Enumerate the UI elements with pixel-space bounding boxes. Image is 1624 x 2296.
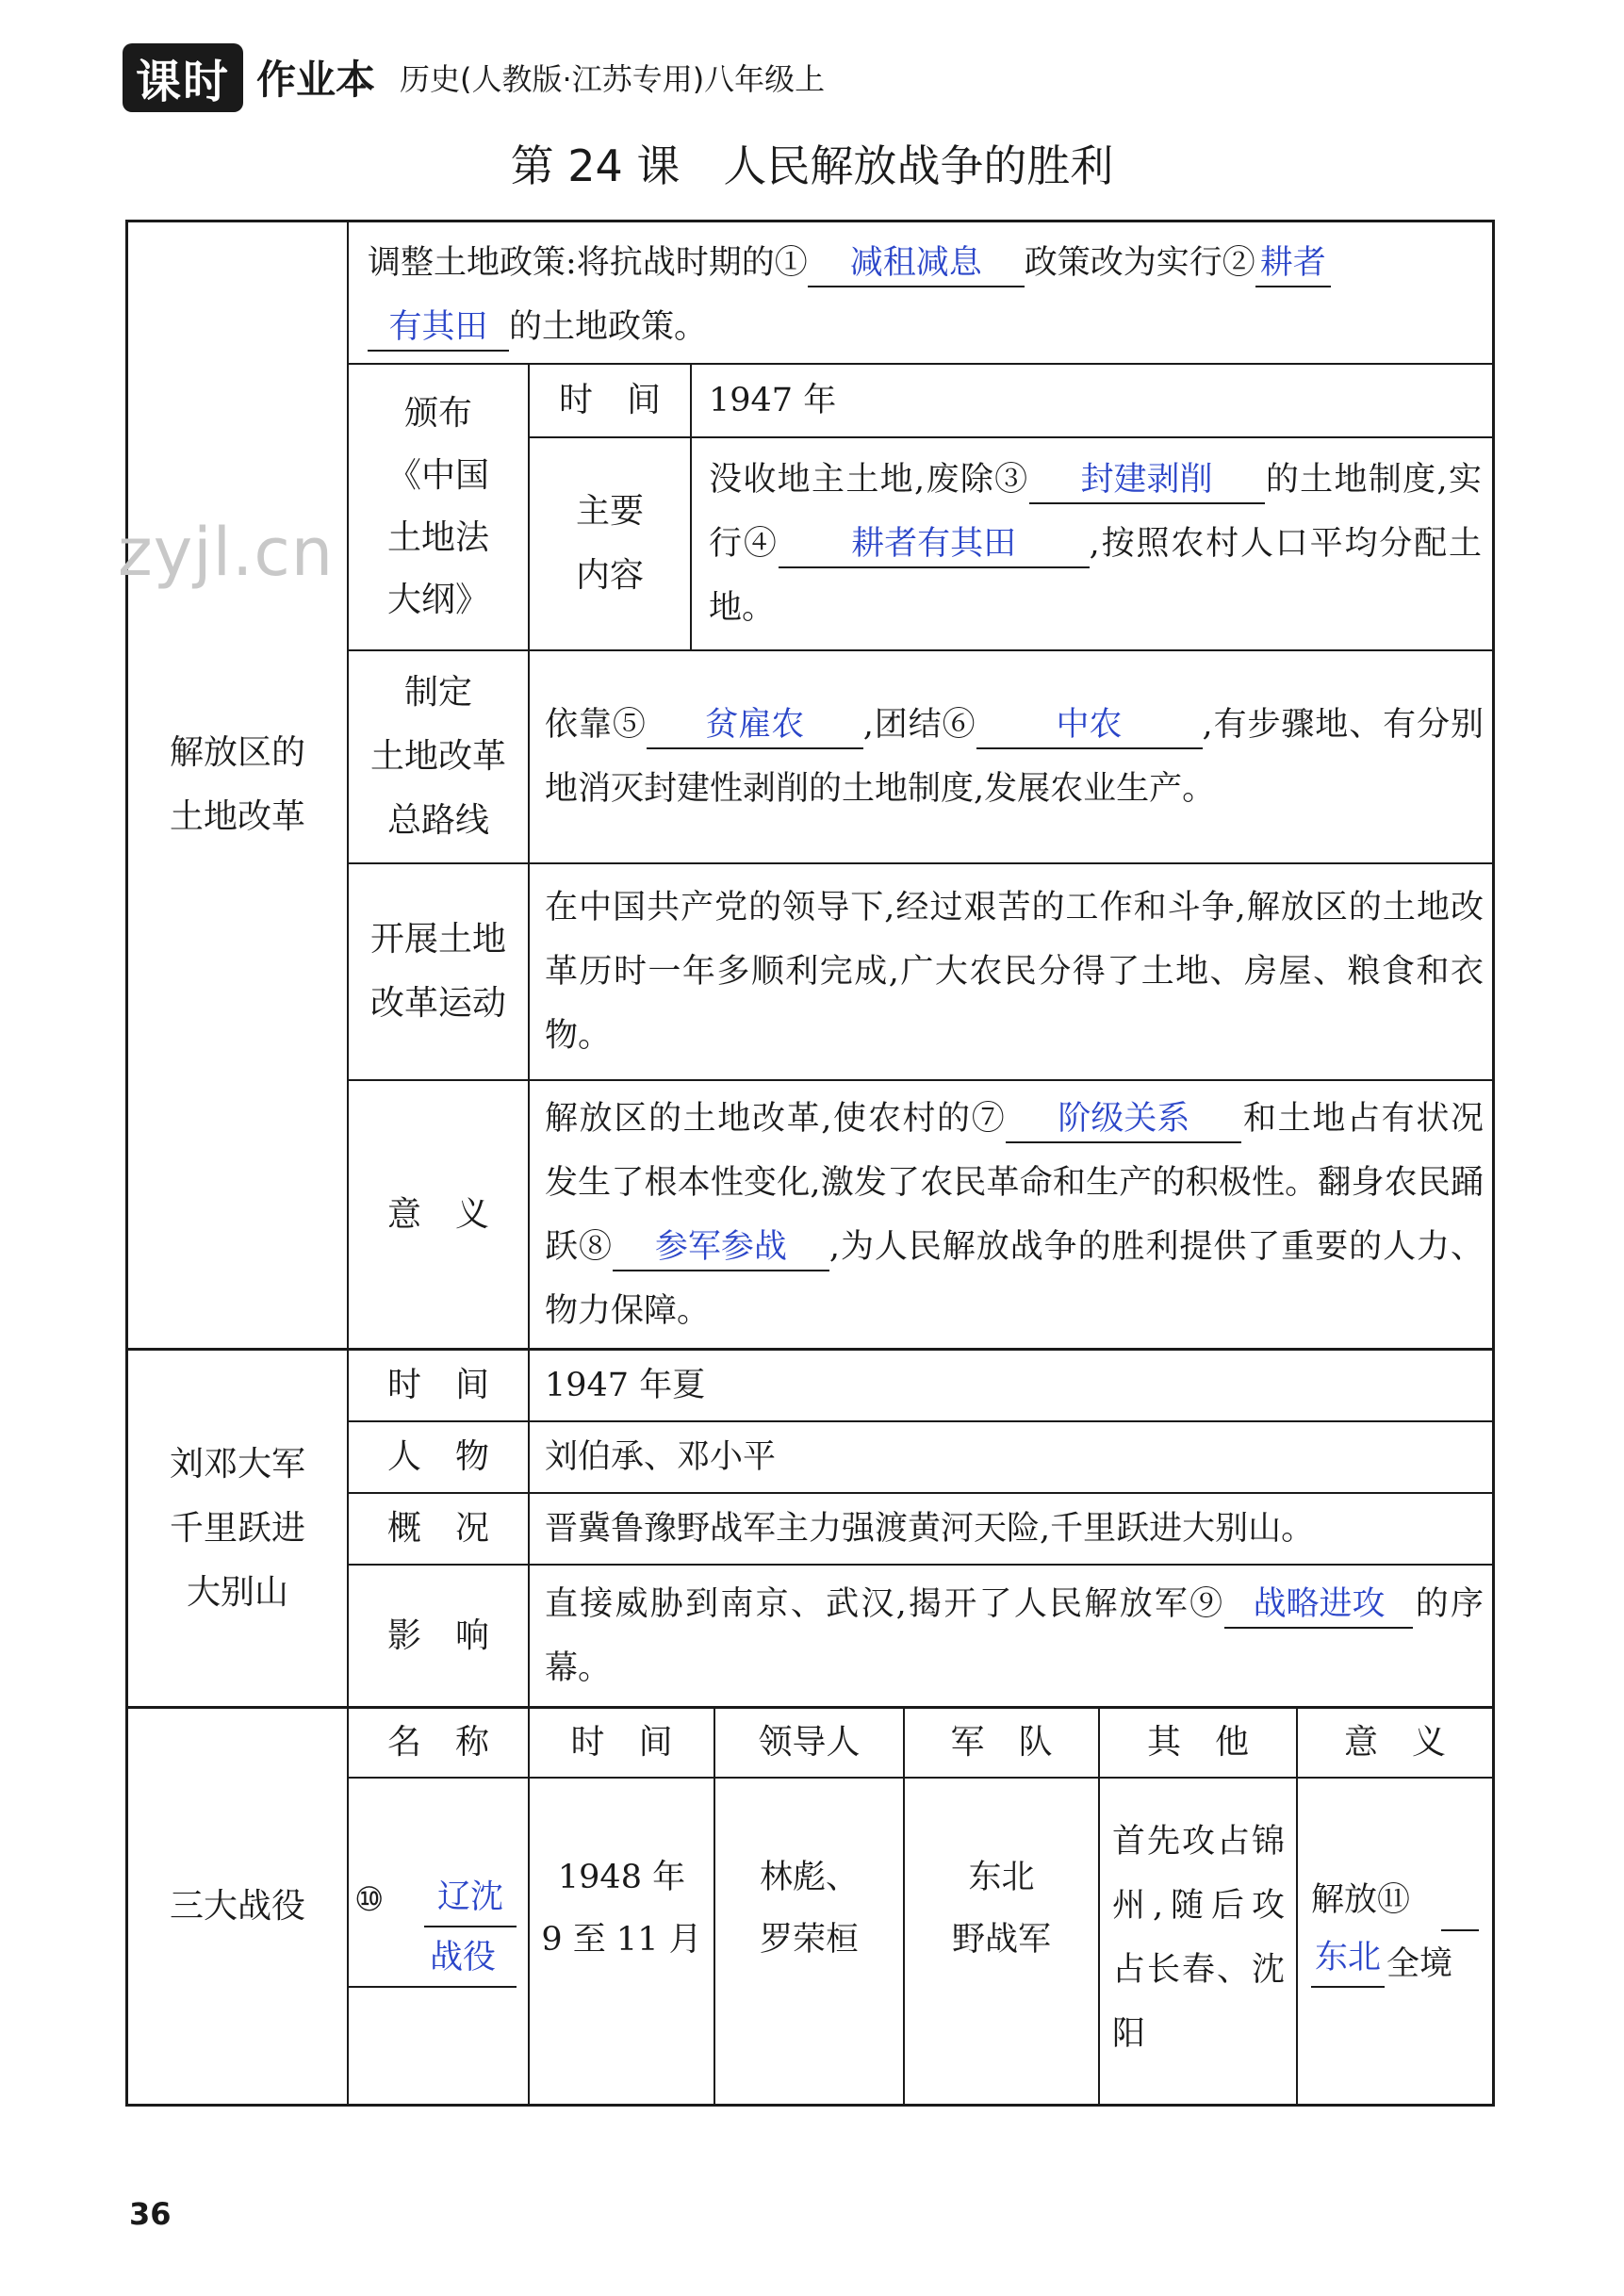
header-name-text: 名 称 xyxy=(386,1723,489,1762)
header-army xyxy=(905,1709,1098,1777)
dabie-time-label-text: 时 间 xyxy=(386,1366,489,1404)
header-army-text: 军 队 xyxy=(950,1723,1053,1762)
header-other xyxy=(1100,1709,1296,1777)
campaign-meaning-cell xyxy=(1298,1779,1492,2104)
answer-8: 参军参战 xyxy=(613,1224,829,1271)
campaign-army-text: 东北 野战军 xyxy=(951,1858,1051,1959)
law-time-label-text: 时 间 xyxy=(558,381,661,419)
page-number: 36 xyxy=(129,2196,172,2232)
law-content-text xyxy=(709,448,1482,646)
answer-1: 减租减息 xyxy=(808,240,1025,287)
page-header xyxy=(123,40,825,115)
answer-9: 战略进攻 xyxy=(1224,1582,1413,1629)
intro-text-post: 的土地政策。 xyxy=(509,308,708,346)
answer-10-number: ⑩ xyxy=(354,1881,385,1919)
law-content-post: ,按照农村人口平均分配土地。 xyxy=(709,525,1482,627)
law-time-value-text: 1947 年 xyxy=(709,382,837,419)
answer-7: 阶级关系 xyxy=(1006,1096,1241,1143)
section-dabie-label-text: 刘邓大军 千里跃进 大别山 xyxy=(169,1444,305,1612)
watermark: zyjl.cn xyxy=(118,514,335,591)
route-mid: ,团结⑥ xyxy=(862,706,976,744)
series-brand: 作业本 xyxy=(256,57,376,103)
dabie-overview-value xyxy=(545,1494,1478,1564)
campaign-leader-cell xyxy=(715,1779,903,2104)
meaning-label xyxy=(349,1081,528,1348)
series-logo: 课时 xyxy=(123,43,243,112)
campaign-time-cell xyxy=(530,1779,714,2104)
column-divider xyxy=(690,363,692,649)
dabie-people-label-text: 人 物 xyxy=(386,1437,489,1476)
impact-post: 的序幕。 xyxy=(545,1584,1484,1687)
dabie-people-label xyxy=(349,1422,528,1492)
movement-label-text: 开展土地 改革运动 xyxy=(369,920,506,1023)
answer-11: 东北 xyxy=(1311,1929,1385,1988)
route-pre: 依靠⑤ xyxy=(545,706,647,744)
header-leader-text: 领导人 xyxy=(758,1723,861,1762)
header-time xyxy=(530,1709,714,1777)
campaign-other-text: 首先攻占锦州,随后攻占长春、沈阳 xyxy=(1112,1823,1288,2053)
law-content-label xyxy=(530,438,690,649)
column-divider xyxy=(528,649,530,1348)
answer-2a: 耕者 xyxy=(1255,240,1331,287)
law-content-label-text: 主要 内容 xyxy=(575,492,644,595)
header-leader xyxy=(715,1709,903,1777)
campaign-time-text: 1948 年 9 至 11 月 xyxy=(541,1858,702,1959)
answer-11-line xyxy=(1441,1882,1479,1931)
meaning-post: ,为人民解放战争的胜利提供了重要的人力、物力保障。 xyxy=(545,1227,1484,1330)
table-border-right xyxy=(1492,220,1495,2107)
law-time-value xyxy=(709,365,1463,436)
intro-text-mid: 政策改为实行② xyxy=(1024,244,1255,282)
meaning-text xyxy=(545,1081,1484,1348)
dabie-impact-label xyxy=(349,1566,528,1706)
answer-6: 中农 xyxy=(976,702,1203,749)
table-border-bottom xyxy=(125,2104,1495,2107)
campaign-other-cell xyxy=(1112,1810,1287,2055)
intro-text-pre: 调整土地政策:将抗战时期的① xyxy=(368,244,808,282)
answer-3: 封建剥削 xyxy=(1029,457,1265,504)
answer-10a: 辽沈 xyxy=(424,1869,517,1927)
header-other-text: 其 他 xyxy=(1146,1723,1249,1762)
dabie-overview-value-text: 晋冀鲁豫野战军主力强渡黄河天险,千里跃进大别山。 xyxy=(545,1510,1315,1548)
section-three-campaigns-label-text: 三大战役 xyxy=(169,1886,305,1926)
campaign-meaning-post: 全境 xyxy=(1386,1945,1453,1983)
answer-2b: 有其田 xyxy=(368,304,509,352)
campaign-name-cell xyxy=(349,1779,528,2104)
subject-label: 历史(人教版·江苏专用)八年级上 xyxy=(400,61,826,97)
meaning-pre: 解放区的土地改革,使农村的⑦ xyxy=(545,1099,1007,1138)
land-law-label xyxy=(349,365,528,649)
law-time-label xyxy=(530,365,690,436)
lesson-title: 第 24 课 人民解放战争的胜利 xyxy=(510,140,1114,191)
land-policy-intro xyxy=(368,231,1480,363)
dabie-impact-text xyxy=(545,1566,1484,1706)
land-law-label-text: 颁布 《中国 土地法 大纲》 xyxy=(386,394,489,619)
route-post: ,有步骤地、有分别地消灭封建性剥削的土地制度,发展农业生产。 xyxy=(545,706,1484,808)
movement-text xyxy=(545,864,1484,1079)
dabie-time-value-text: 1947 年夏 xyxy=(545,1367,706,1404)
law-content-mid: 的土地制度,实行④ xyxy=(709,461,1482,563)
campaign-army-cell xyxy=(905,1779,1098,2104)
section-land-reform-label xyxy=(128,222,347,1348)
dabie-time-value xyxy=(545,1351,1478,1420)
dabie-people-value-text: 刘伯承、邓小平 xyxy=(545,1438,777,1476)
movement-label xyxy=(349,864,528,1079)
answer-4: 耕者有其田 xyxy=(779,521,1090,568)
route-text xyxy=(545,651,1484,862)
answer-10b: 战役 xyxy=(349,1929,517,1988)
dabie-impact-label-text: 影 响 xyxy=(386,1615,489,1655)
meaning-mid: 和土地占有状况发生了根本性变化,激发了农民革命和生产的积极性。翻身农民踊跃⑧ xyxy=(545,1099,1484,1266)
section-three-campaigns-label xyxy=(128,1709,347,2104)
route-label-text: 制定 土地改革 总路线 xyxy=(369,673,506,840)
section-dabie-label xyxy=(128,1351,347,1706)
meaning-label-text: 意 义 xyxy=(386,1194,489,1234)
answer-5: 贫雇农 xyxy=(647,702,863,749)
dabie-time-label xyxy=(349,1351,528,1420)
dabie-overview-label xyxy=(349,1494,528,1564)
campaign-meaning-pre: 解放⑪ xyxy=(1311,1881,1411,1919)
impact-pre: 直接威胁到南京、武汉,揭开了人民解放军⑨ xyxy=(545,1584,1225,1623)
campaign-leader-text: 林彪、 罗荣桓 xyxy=(759,1858,859,1959)
header-time-text: 时 间 xyxy=(570,1723,673,1762)
section-label-text: 解放区的 土地改革 xyxy=(169,733,305,836)
law-content-pre: 没收地主土地,废除③ xyxy=(709,461,1029,499)
header-name xyxy=(349,1709,528,1777)
header-meaning xyxy=(1298,1709,1492,1777)
column-divider xyxy=(528,1348,530,1706)
header-meaning-text: 意 义 xyxy=(1343,1723,1446,1762)
dabie-people-value xyxy=(545,1422,1478,1492)
movement-text-body: 在中国共产党的领导下,经过艰苦的工作和斗争,解放区的土地改革历时一年多顺利完成,广大农民分得了土地、房屋、粮食和衣物。 xyxy=(545,889,1484,1055)
dabie-overview-label-text: 概 况 xyxy=(386,1509,489,1548)
route-label xyxy=(349,651,528,862)
